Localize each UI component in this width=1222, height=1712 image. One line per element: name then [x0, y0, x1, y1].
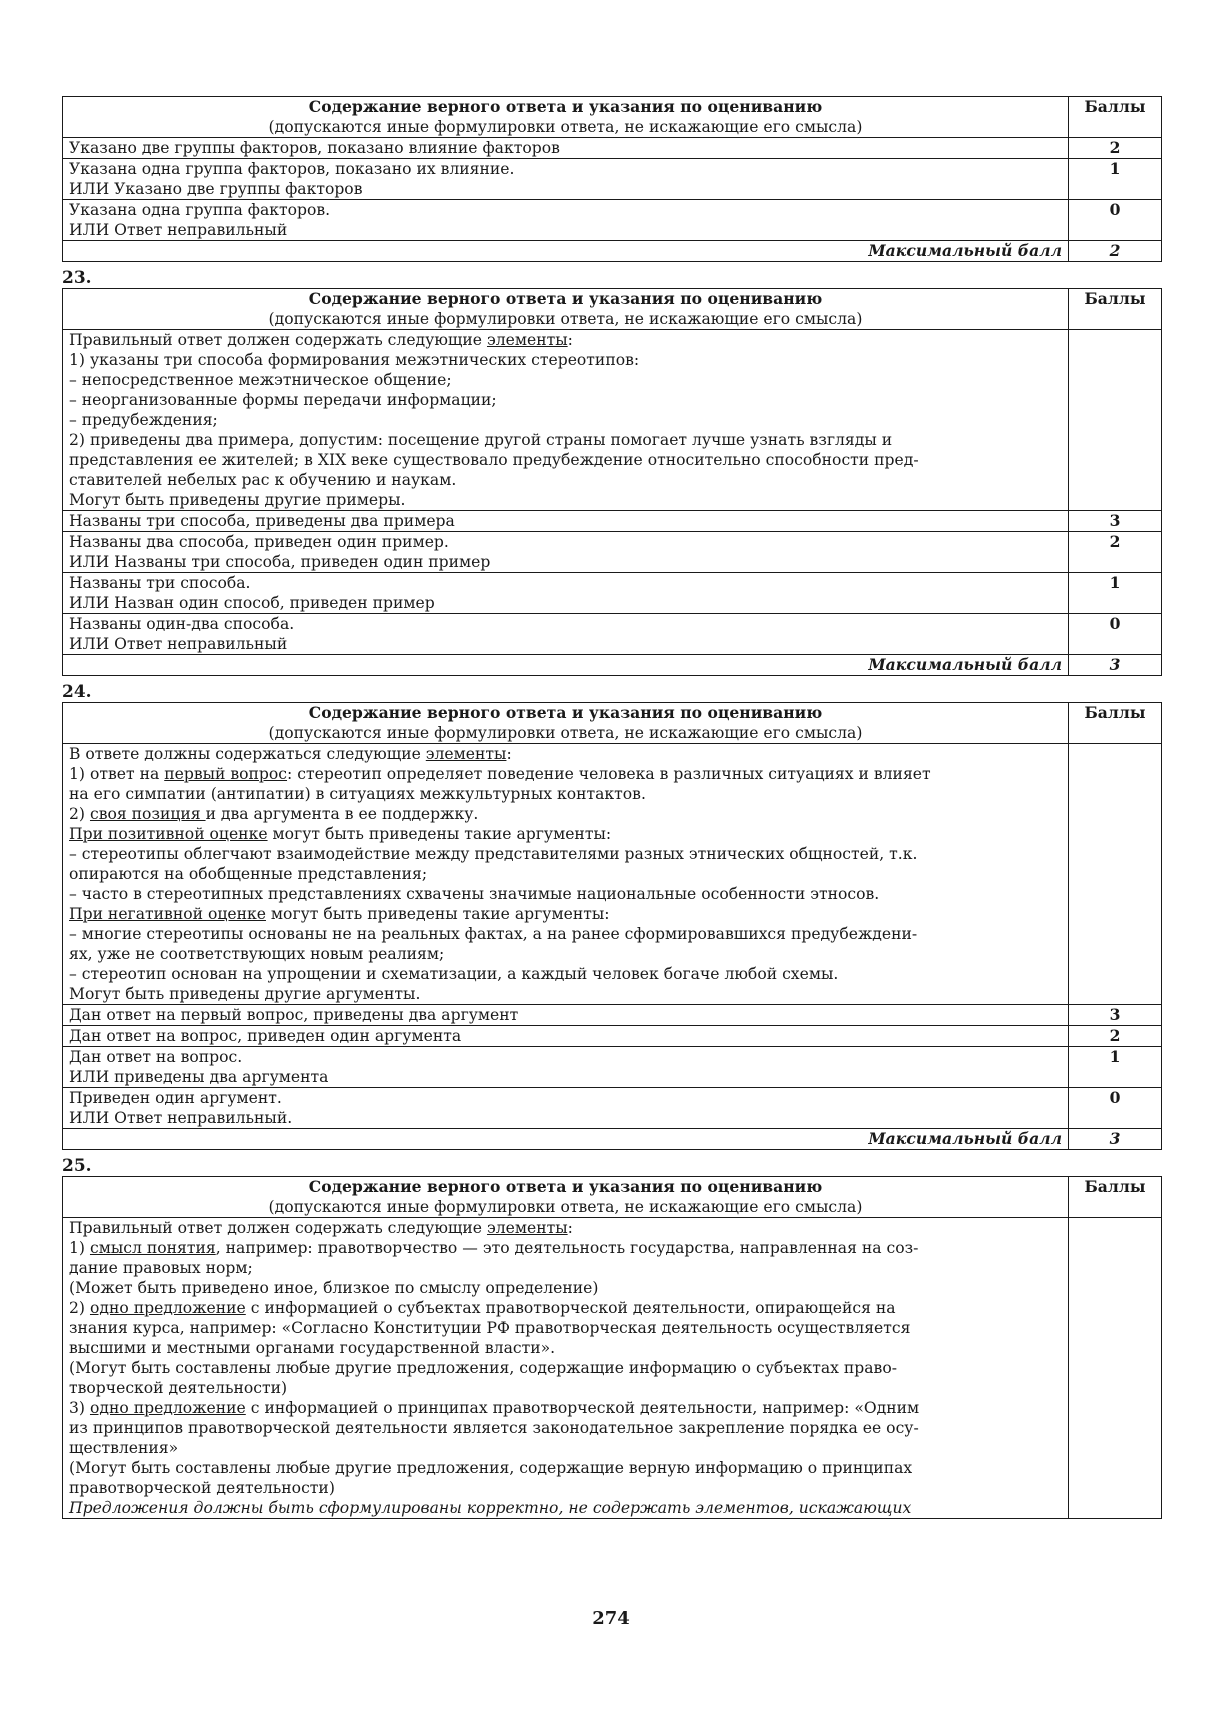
- grading-table-23: [62, 288, 1162, 676]
- header-content-cell: [63, 97, 1069, 138]
- grading-table-24: [62, 702, 1162, 1150]
- content-line: ществления»: [69, 1439, 179, 1457]
- table-header: [63, 703, 1162, 744]
- content-text: могут быть приведены такие аргументы:: [265, 905, 610, 923]
- criteria-row: [63, 138, 1162, 159]
- content-line: Могут быть приведены другие примеры.: [69, 491, 406, 509]
- score-value: 0: [1069, 614, 1162, 655]
- content-line: ях, уже не соответствующих новым реалиям;: [69, 945, 445, 963]
- criteria-text: ИЛИ Названы три способа, приведен один пример: [69, 553, 491, 571]
- score-value: 2: [1069, 138, 1162, 159]
- content-text: 3): [69, 1399, 90, 1417]
- header-content-cell: [63, 703, 1069, 744]
- content-text-underlined: одно предложение: [89, 1399, 246, 1417]
- content-text: и два аргумента в ее поддержку.: [205, 805, 479, 823]
- header-content-cell: [63, 1177, 1069, 1218]
- criteria-row: [63, 573, 1162, 614]
- criteria-text: ИЛИ Ответ неправильный: [69, 635, 288, 653]
- content-line: – неорганизованные формы передачи информации;: [69, 391, 497, 409]
- answer-content: [63, 330, 1069, 511]
- content-text: :: [567, 1219, 573, 1237]
- content-line: 1) указаны три способа формирования межэтнических стереотипов:: [69, 351, 640, 369]
- header-subtitle: (допускаются иные формулировки ответа, не искажающие его смысла): [268, 310, 863, 328]
- content-line: – стереотип основан на упрощении и схематизации, а каждый человек богаче любой схемы.: [69, 965, 839, 983]
- content-text: с информацией о принципах правотворческой деятельности, например: «Одним: [245, 1399, 920, 1417]
- grading-table-25: [62, 1176, 1162, 1519]
- criteria-text: Указана одна группа факторов, показано их влияние.: [69, 160, 515, 178]
- content-line: знания курса, например: «Согласно Конституции РФ правотворческая деятельность осуществляется: [69, 1319, 911, 1337]
- max-score-row: [63, 655, 1162, 676]
- header-score-label: Баллы: [1069, 97, 1162, 138]
- header-title: Содержание верного ответа и указания по оцениванию: [308, 97, 823, 116]
- content-text: 2): [69, 805, 90, 823]
- content-text: : стереотип определяет поведение человека в различных ситуациях и влияет: [287, 765, 931, 783]
- content-text: :: [567, 331, 573, 349]
- task-number-25: 25.: [62, 1156, 92, 1176]
- criteria-text: Названы один-два способа.: [69, 615, 295, 633]
- content-line: высшими и местными органами государственной власти».: [69, 1339, 556, 1357]
- max-score-value: 2: [1069, 241, 1162, 262]
- max-score-value: 3: [1069, 655, 1162, 676]
- content-text: Правильный ответ должен содержать следующие: [69, 1219, 487, 1237]
- criteria-text: Приведен один аргумент.: [69, 1089, 282, 1107]
- criteria-row: [63, 511, 1162, 532]
- content-text: Правильный ответ должен содержать следующие: [69, 331, 487, 349]
- max-score-row: [63, 1129, 1162, 1150]
- content-text: , например: правотворчество — это деятельность государства, направленная на соз-: [215, 1239, 919, 1257]
- criteria-row: [63, 200, 1162, 241]
- answer-content: [63, 744, 1069, 1005]
- content-text-underlined: элементы: [425, 745, 507, 763]
- criteria-text: ИЛИ Назван один способ, приведен пример: [69, 594, 435, 612]
- content-line: 2) приведены два примера, допустим: посещение другой страны помогает лучше узнать взгляды и: [69, 431, 893, 449]
- criteria-text: Названы три способа.: [69, 574, 251, 592]
- answer-content: [63, 1218, 1069, 1519]
- criteria-row: [63, 532, 1162, 573]
- answer-content-row: [63, 744, 1162, 1005]
- content-text-underlined: своя позиция: [89, 805, 206, 823]
- criteria-text: Дан ответ на вопрос.: [69, 1048, 243, 1066]
- content-line: представления ее жителей; в XIX веке существовало предубеждение относительно способности пред-: [69, 451, 919, 469]
- content-text: могут быть приведены такие аргументы:: [267, 825, 612, 843]
- header-title: Содержание верного ответа и указания по оцениванию: [308, 1177, 823, 1196]
- content-line: творческой деятельности): [69, 1379, 288, 1397]
- content-text: В ответе должны содержаться следующие: [69, 745, 426, 763]
- content-line: (Могут быть составлены любые другие предложения, содержащие информацию о субъектах право-: [69, 1359, 897, 1377]
- content-text: 1): [69, 1239, 90, 1257]
- table-header: [63, 289, 1162, 330]
- content-line: – часто в стереотипных представлениях схвачены значимые национальные особенности этносов.: [69, 885, 880, 903]
- max-score-label: Максимальный балл: [63, 241, 1069, 262]
- header-score-label: Баллы: [1069, 289, 1162, 330]
- content-line: – многие стереотипы основаны не на реальных фактах, а на ранее сформировавшихся предубеждени-: [69, 925, 918, 943]
- criteria-text: Дан ответ на первый вопрос, приведены два аргумент: [69, 1006, 519, 1024]
- criteria-text: Указана одна группа факторов.: [69, 201, 331, 219]
- content-line: правотворческой деятельности): [69, 1479, 335, 1497]
- criteria-row: [63, 1047, 1162, 1088]
- content-line: (Может быть приведено иное, близкое по смыслу определение): [69, 1279, 599, 1297]
- header-subtitle: (допускаются иные формулировки ответа, не искажающие его смысла): [268, 1198, 863, 1216]
- content-line: – предубеждения;: [69, 411, 218, 429]
- max-score-value: 3: [1069, 1129, 1162, 1150]
- header-content-cell: [63, 289, 1069, 330]
- table-header: [63, 97, 1162, 138]
- content-text-underlined: При негативной оценке: [69, 905, 266, 923]
- score-value: 1: [1069, 1047, 1162, 1088]
- content-line: опираются на обобщенные представления;: [69, 865, 428, 883]
- max-score-label: Максимальный балл: [63, 655, 1069, 676]
- task-number-24: 24.: [62, 682, 92, 702]
- criteria-row: [63, 614, 1162, 655]
- content-text-underlined: первый вопрос: [164, 765, 288, 783]
- table-header: [63, 1177, 1162, 1218]
- criteria-row: [63, 1026, 1162, 1047]
- criteria-text: ИЛИ Указано две группы факторов: [69, 180, 363, 198]
- score-value: 3: [1069, 1005, 1162, 1026]
- criteria-text: Названы два способа, приведен один пример.: [69, 533, 449, 551]
- header-score-label: Баллы: [1069, 1177, 1162, 1218]
- content-text-underlined: одно предложение: [89, 1299, 246, 1317]
- content-line: – стереотипы облегчают взаимодействие между представителями разных этнических общностей, т.к.: [69, 845, 918, 863]
- score-value: 0: [1069, 200, 1162, 241]
- score-value: 1: [1069, 573, 1162, 614]
- content-line: Предложения должны быть сформулированы корректно, не содержать элементов, искажающих: [69, 1499, 912, 1517]
- header-title: Содержание верного ответа и указания по оцениванию: [308, 703, 823, 722]
- page-number: 274: [592, 1608, 630, 1629]
- content-text: 2): [69, 1299, 90, 1317]
- content-text-underlined: смысл понятия: [89, 1239, 216, 1257]
- content-text-underlined: При позитивной оценке: [69, 825, 268, 843]
- grading-table-22: [62, 96, 1162, 262]
- header-title: Содержание верного ответа и указания по оцениванию: [308, 289, 823, 308]
- criteria-row: [63, 1088, 1162, 1129]
- content-line: из принципов правотворческой деятельности является законодательное закрепление порядка ее осу-: [69, 1419, 919, 1437]
- score-value: 1: [1069, 159, 1162, 200]
- content-line: на его симпатии (антипатии) в ситуациях межкультурных контактов.: [69, 785, 646, 803]
- header-subtitle: (допускаются иные формулировки ответа, не искажающие его смысла): [268, 724, 863, 742]
- header-subtitle: (допускаются иные формулировки ответа, не искажающие его смысла): [268, 118, 863, 136]
- content-text: с информацией о субъектах правотворческой деятельности, опирающейся на: [245, 1299, 896, 1317]
- page-content: [62, 96, 1162, 1519]
- score-value: 2: [1069, 532, 1162, 573]
- content-line: дание правовых норм;: [69, 1259, 253, 1277]
- criteria-text: ИЛИ приведены два аргумента: [69, 1068, 329, 1086]
- criteria-text: ИЛИ Ответ неправильный.: [69, 1109, 293, 1127]
- score-value: 2: [1069, 1026, 1162, 1047]
- score-value: 0: [1069, 1088, 1162, 1129]
- criteria-text: Названы три способа, приведены два примера: [69, 512, 455, 530]
- content-line: (Могут быть составлены любые другие предложения, содержащие верную информацию о принципах: [69, 1459, 913, 1477]
- criteria-text: Дан ответ на вопрос, приведен один аргумента: [69, 1027, 462, 1045]
- criteria-text: Указано две группы факторов, показано влияние факторов: [69, 139, 560, 157]
- criteria-text: ИЛИ Ответ неправильный: [69, 221, 288, 239]
- criteria-row: [63, 1005, 1162, 1026]
- content-line: – непосредственное межэтническое общение;: [69, 371, 452, 389]
- content-text: 1) ответ на: [69, 765, 165, 783]
- answer-content-row: [63, 1218, 1162, 1519]
- content-line: ставителей небелых рас к обучению и наукам.: [69, 471, 457, 489]
- header-score-label: Баллы: [1069, 703, 1162, 744]
- score-value: 3: [1069, 511, 1162, 532]
- content-text-underlined: элементы: [486, 331, 568, 349]
- content-text: :: [506, 745, 512, 763]
- criteria-row: [63, 159, 1162, 200]
- task-number-23: 23.: [62, 268, 92, 288]
- max-score-label: Максимальный балл: [63, 1129, 1069, 1150]
- max-score-row: [63, 241, 1162, 262]
- answer-content-row: [63, 330, 1162, 511]
- content-line: Могут быть приведены другие аргументы.: [69, 985, 421, 1003]
- content-text-underlined: элементы: [486, 1219, 568, 1237]
